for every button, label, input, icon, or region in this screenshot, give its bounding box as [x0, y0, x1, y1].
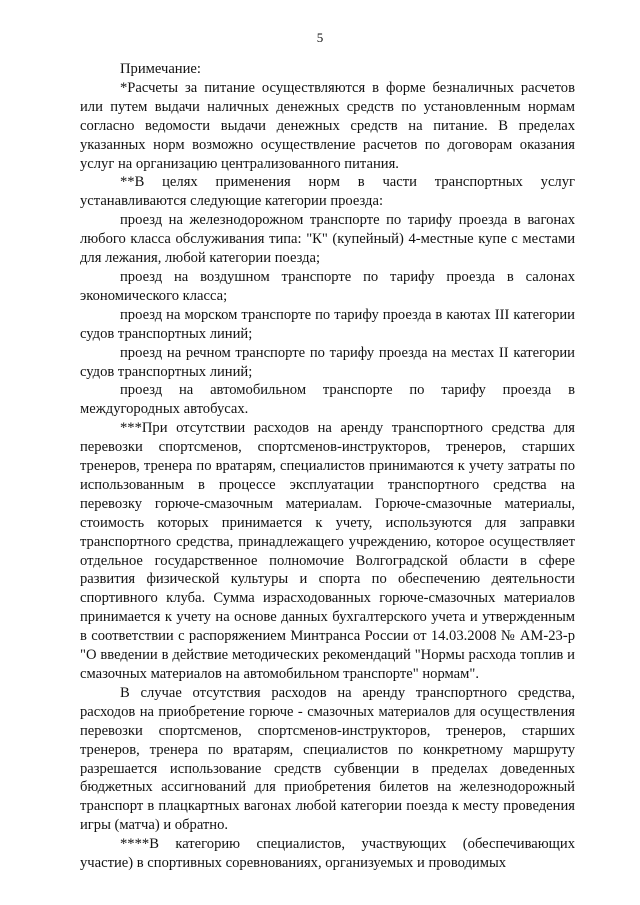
paragraph-bus-travel: проезд на автомобильном транспорте по тарифу проезда в междугородных автобусах.: [80, 382, 575, 418]
paragraph-transport-categories: **В целях применения норм в части транспортных услуг устанавливаются следующие категории проезда:: [80, 174, 575, 210]
document-body: [80, 60, 575, 873]
paragraph-fuel-costs: ***При отсутствии расходов на аренду транспортного средства для перевозки спортсменов, спортсменов-инструкторов, тренеров, старших тренеров, тренера по вратарям, специалистов принимаются к учету затраты по использованным в процессе эксплуатации транспортного средства на перевозку горюче-смазочным материалам. Горюче-смазочные материалы, стоимость которых принимается к учету, используются для заправки транспортного средства, принадлежащего учреждению, которое осуществляет отдельное государственное полномочие Волгоградской области в сфере развития физической культуры и спорта по обеспечению деятельности спортивного клуба. Сумма израсходованных горюче-смазочных материалов принимается к учету на основе данных бухгалтерского учета и утвержденным в соответствии с распоряжением Минтранса России от 14.03.2008 № АМ-23-р "О введении в действие методических рекомендаций "Нормы расхода топлив и смазочных материалов на автомобильном транспорте" нормам".: [80, 420, 575, 682]
paragraph-specialists: ****В категорию специалистов, участвующих (обеспечивающих участие) в спортивных соревнованиях, организуемых и проводимых: [80, 836, 575, 872]
paragraph-meals-payment: *Расчеты за питание осуществляются в форме безналичных расчетов или путем выдачи наличных денежных средств по установленным нормам согласно ведомости выдачи денежных средств на питание. В пределах указанных норм возможно осуществление расчетов по договорам оказания услуг на организацию централизованного питания.: [80, 79, 575, 172]
note-title: Примечание:: [120, 61, 201, 77]
paragraph-river-travel: проезд на речном транспорте по тарифу проезда на местах II категории судов транспортных линий;: [80, 344, 575, 380]
paragraph-sea-travel: проезд на морском транспорте по тарифу проезда в каютах III категории судов транспортных линий;: [80, 306, 575, 342]
paragraph-tickets-subvention: В случае отсутствия расходов на аренду транспортного средства, расходов на приобретение горюче - смазочных материалов для осуществления перевозки спортсменов, спортсменов-инструкторов, тренеров, старших тренеров, тренера по вратарям, специалистов по конкретному маршруту разрешается использование средств субвенции в пределах доведенных бюджетных ассигнований для приобретения билетов на железнодорожный транспорт в плацкартных вагонах любой категории поезда к месту проведения игры (матча) и обратно.: [80, 684, 575, 834]
page-number: 5: [316, 30, 324, 45]
paragraph-air-travel: проезд на воздушном транспорте по тарифу проезда в салонах экономического класса;: [80, 268, 575, 304]
paragraph-rail-travel: проезд на железнодорожном транспорте по тарифу проезда в вагонах любого класса обслуживания типа: "К" (купейный) 4-местные купе с местами для лежания, любой категории поезда;: [80, 212, 575, 267]
